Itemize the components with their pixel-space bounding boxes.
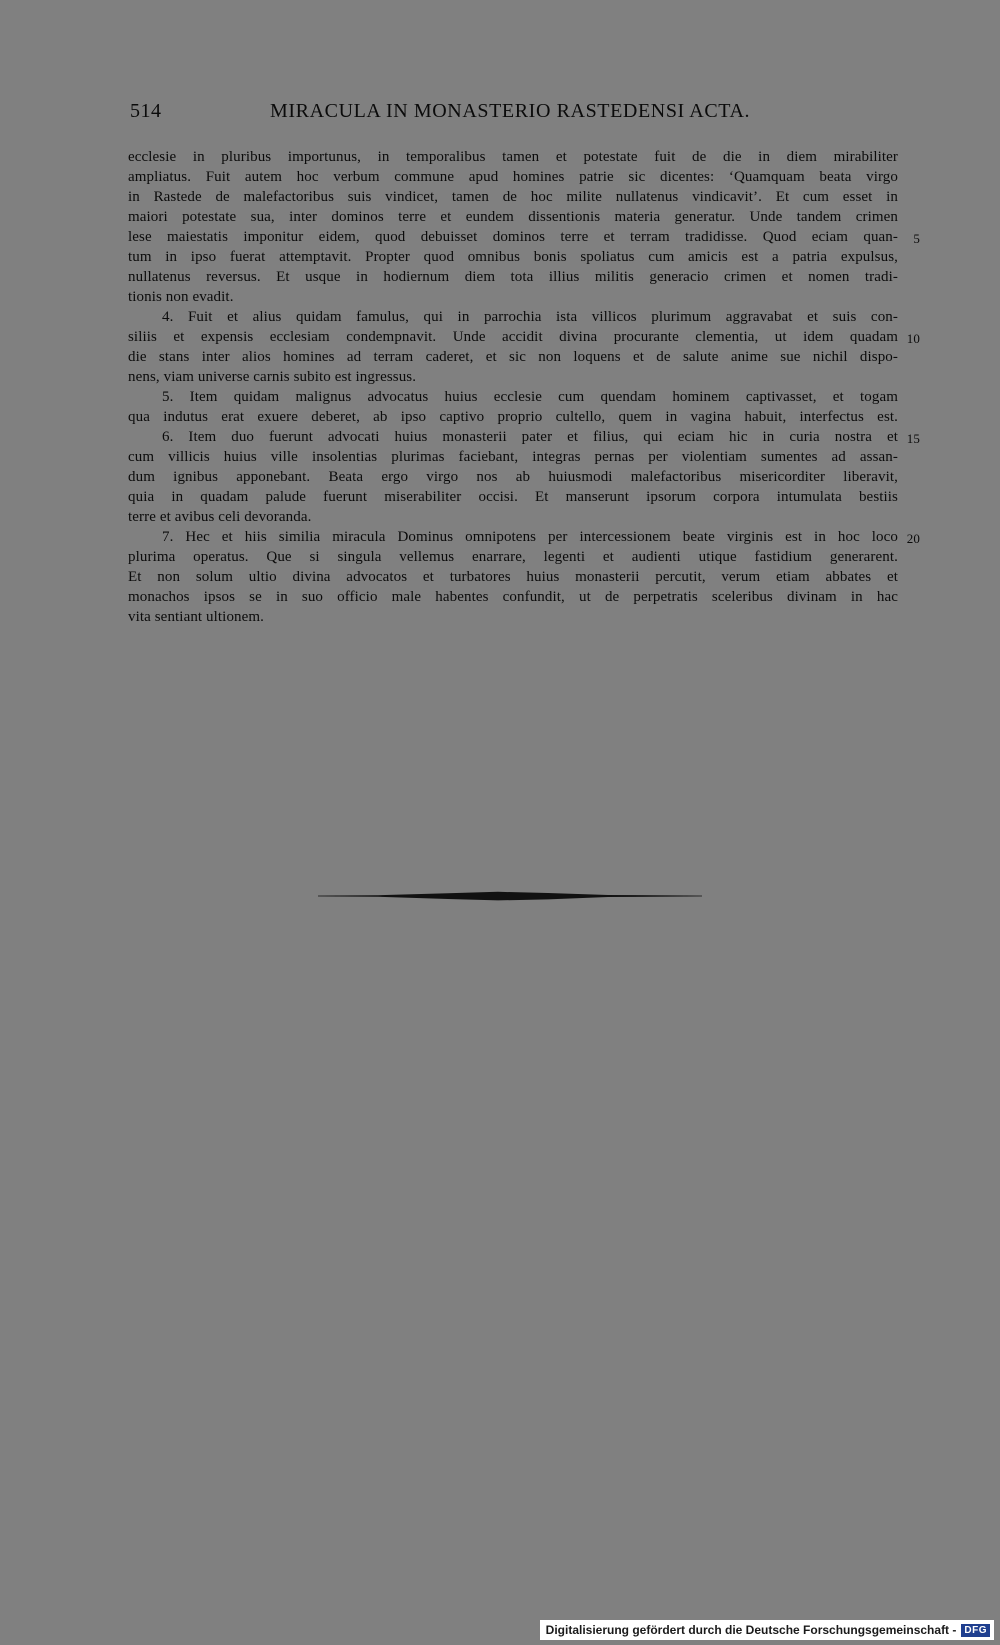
- digitization-credit: [540, 1620, 994, 1640]
- tapered-rule-ornament-icon: [318, 890, 702, 902]
- text-line: [128, 387, 898, 407]
- text-line-content: dum ignibus apponebant. Beata ergo virgo nos ab huiusmodi malefactoribus misericorditer liberavit,: [128, 469, 898, 485]
- text-line: [128, 467, 898, 487]
- text-line-content: cum villicis huius ville insolentias plurimas faciebant, integras pernas per violentiam sumentes ad assan-: [128, 449, 898, 465]
- text-line: [128, 407, 898, 427]
- running-title: MIRACULA IN MONASTERIO RASTEDENSI ACTA.: [270, 100, 751, 122]
- line-number: 15: [906, 431, 920, 446]
- text-line-content: terre et avibus celi devoranda.: [128, 509, 312, 525]
- page-header: [130, 100, 898, 134]
- line-number: 5: [913, 231, 920, 246]
- text-line: [128, 447, 898, 467]
- text-line: [128, 207, 898, 227]
- text-line-content: tum in ipso fuerat attemptavit. Propter quod omnibus bonis spoliatus cum amicis est a patria expulsus,: [128, 249, 898, 265]
- text-line-content: qua indutus erat exuere deberet, ab ipso captivo proprio cultello, quem in vagina habuit, interfectus est.: [128, 409, 898, 425]
- text-line-content: ecclesie in pluribus importunus, in temporalibus tamen et potestate fuit de die in diem mirabiliter: [128, 149, 898, 165]
- text-line: [128, 427, 920, 447]
- text-line-content: nullatenus reversus. Et usque in hodiernum diem tota illius militis generacio crimen et nomen tradi-: [128, 269, 898, 285]
- text-line: [128, 267, 898, 287]
- text-line: [128, 587, 898, 607]
- text-line-content: vita sentiant ultionem.: [128, 609, 265, 625]
- text-line-content: 5. Item quidam malignus advocatus huius ecclesie cum quendam hominem captivasset, et togam: [162, 389, 898, 405]
- text-line-content: tionis non evadit.: [128, 289, 234, 305]
- page-number: 514: [130, 100, 162, 122]
- text-line-content: ampliatus. Fuit autem hoc verbum commune apud homines patrie sic dicentes: ‘Quamquam beata virgo: [128, 169, 898, 185]
- text-line-content: Et non solum ultio divina advocatos et turbatores huius monasterii percutit, verum etiam abbates et: [128, 569, 898, 585]
- text-line: [128, 167, 898, 187]
- credit-text: Digitalisierung gefördert durch die Deutsche Forschungsgemeinschaft -: [545, 1623, 957, 1637]
- text-line: [128, 147, 898, 167]
- text-line-content: monachos ipsos se in suo officio male habentes confundit, ut de perpetratis sceleribus divinam in hac: [128, 589, 898, 605]
- text-line: [128, 247, 898, 267]
- text-line-content: die stans inter alios homines ad terram caderet, et sic non loquens et de salute anime sue nichil dispo-: [128, 349, 898, 365]
- text-line: [128, 287, 898, 307]
- text-line: [128, 187, 898, 207]
- text-line-content: siliis et expensis ecclesiam condempnavit. Unde accidit divina procurante clementia, ut idem quadam: [128, 329, 898, 345]
- text-line: [128, 507, 898, 527]
- text-line-content: maiori potestate sua, inter dominos terre et eundem dissentionis materia generatur. Unde tandem crimen: [128, 209, 898, 225]
- text-line-content: in Rastede de malefactoribus suis vindicet, tamen de hoc milite nullatenus vindicavit’. Et cum esset in: [128, 189, 898, 205]
- text-line: [128, 567, 898, 587]
- text-line-content: lese maiestatis imponitur eidem, quod debuisset dominos terre et terram tradidisse. Quod eciam quan-: [128, 229, 898, 245]
- dfg-logo-icon: DFG: [961, 1624, 990, 1637]
- text-line: [128, 327, 920, 347]
- text-line-content: quia in quadam palude fuerunt miserabiliter occisi. Et manserunt ipsorum corpora intumulata bestiis: [128, 489, 898, 505]
- line-number: 20: [906, 531, 920, 546]
- text-line: [128, 307, 898, 327]
- text-line: [128, 547, 898, 567]
- text-line-content: 4. Fuit et alius quidam famulus, qui in parrochia ista villicos plurimum aggravabat et suis con-: [162, 309, 898, 325]
- text-line: [128, 227, 920, 247]
- text-line: [128, 527, 920, 547]
- text-line-content: 7. Hec et hiis similia miracula Dominus omnipotens per intercessionem beate virginis est in hoc loco: [162, 529, 898, 545]
- text-line: [128, 367, 898, 387]
- text-line: [128, 607, 898, 627]
- body-text: [128, 147, 920, 627]
- text-line: [128, 487, 898, 507]
- line-number: 10: [906, 331, 920, 346]
- text-line-content: plurima operatus. Que si singula vellemus enarrare, legenti et audienti utique fastidium generarent.: [128, 549, 898, 565]
- text-line-content: nens, viam universe carnis subito est ingressus.: [128, 369, 417, 385]
- text-line-content: 6. Item duo fuerunt advocati huius monasterii pater et filius, qui eciam hic in curia nostra et: [162, 429, 898, 445]
- text-line: [128, 347, 898, 367]
